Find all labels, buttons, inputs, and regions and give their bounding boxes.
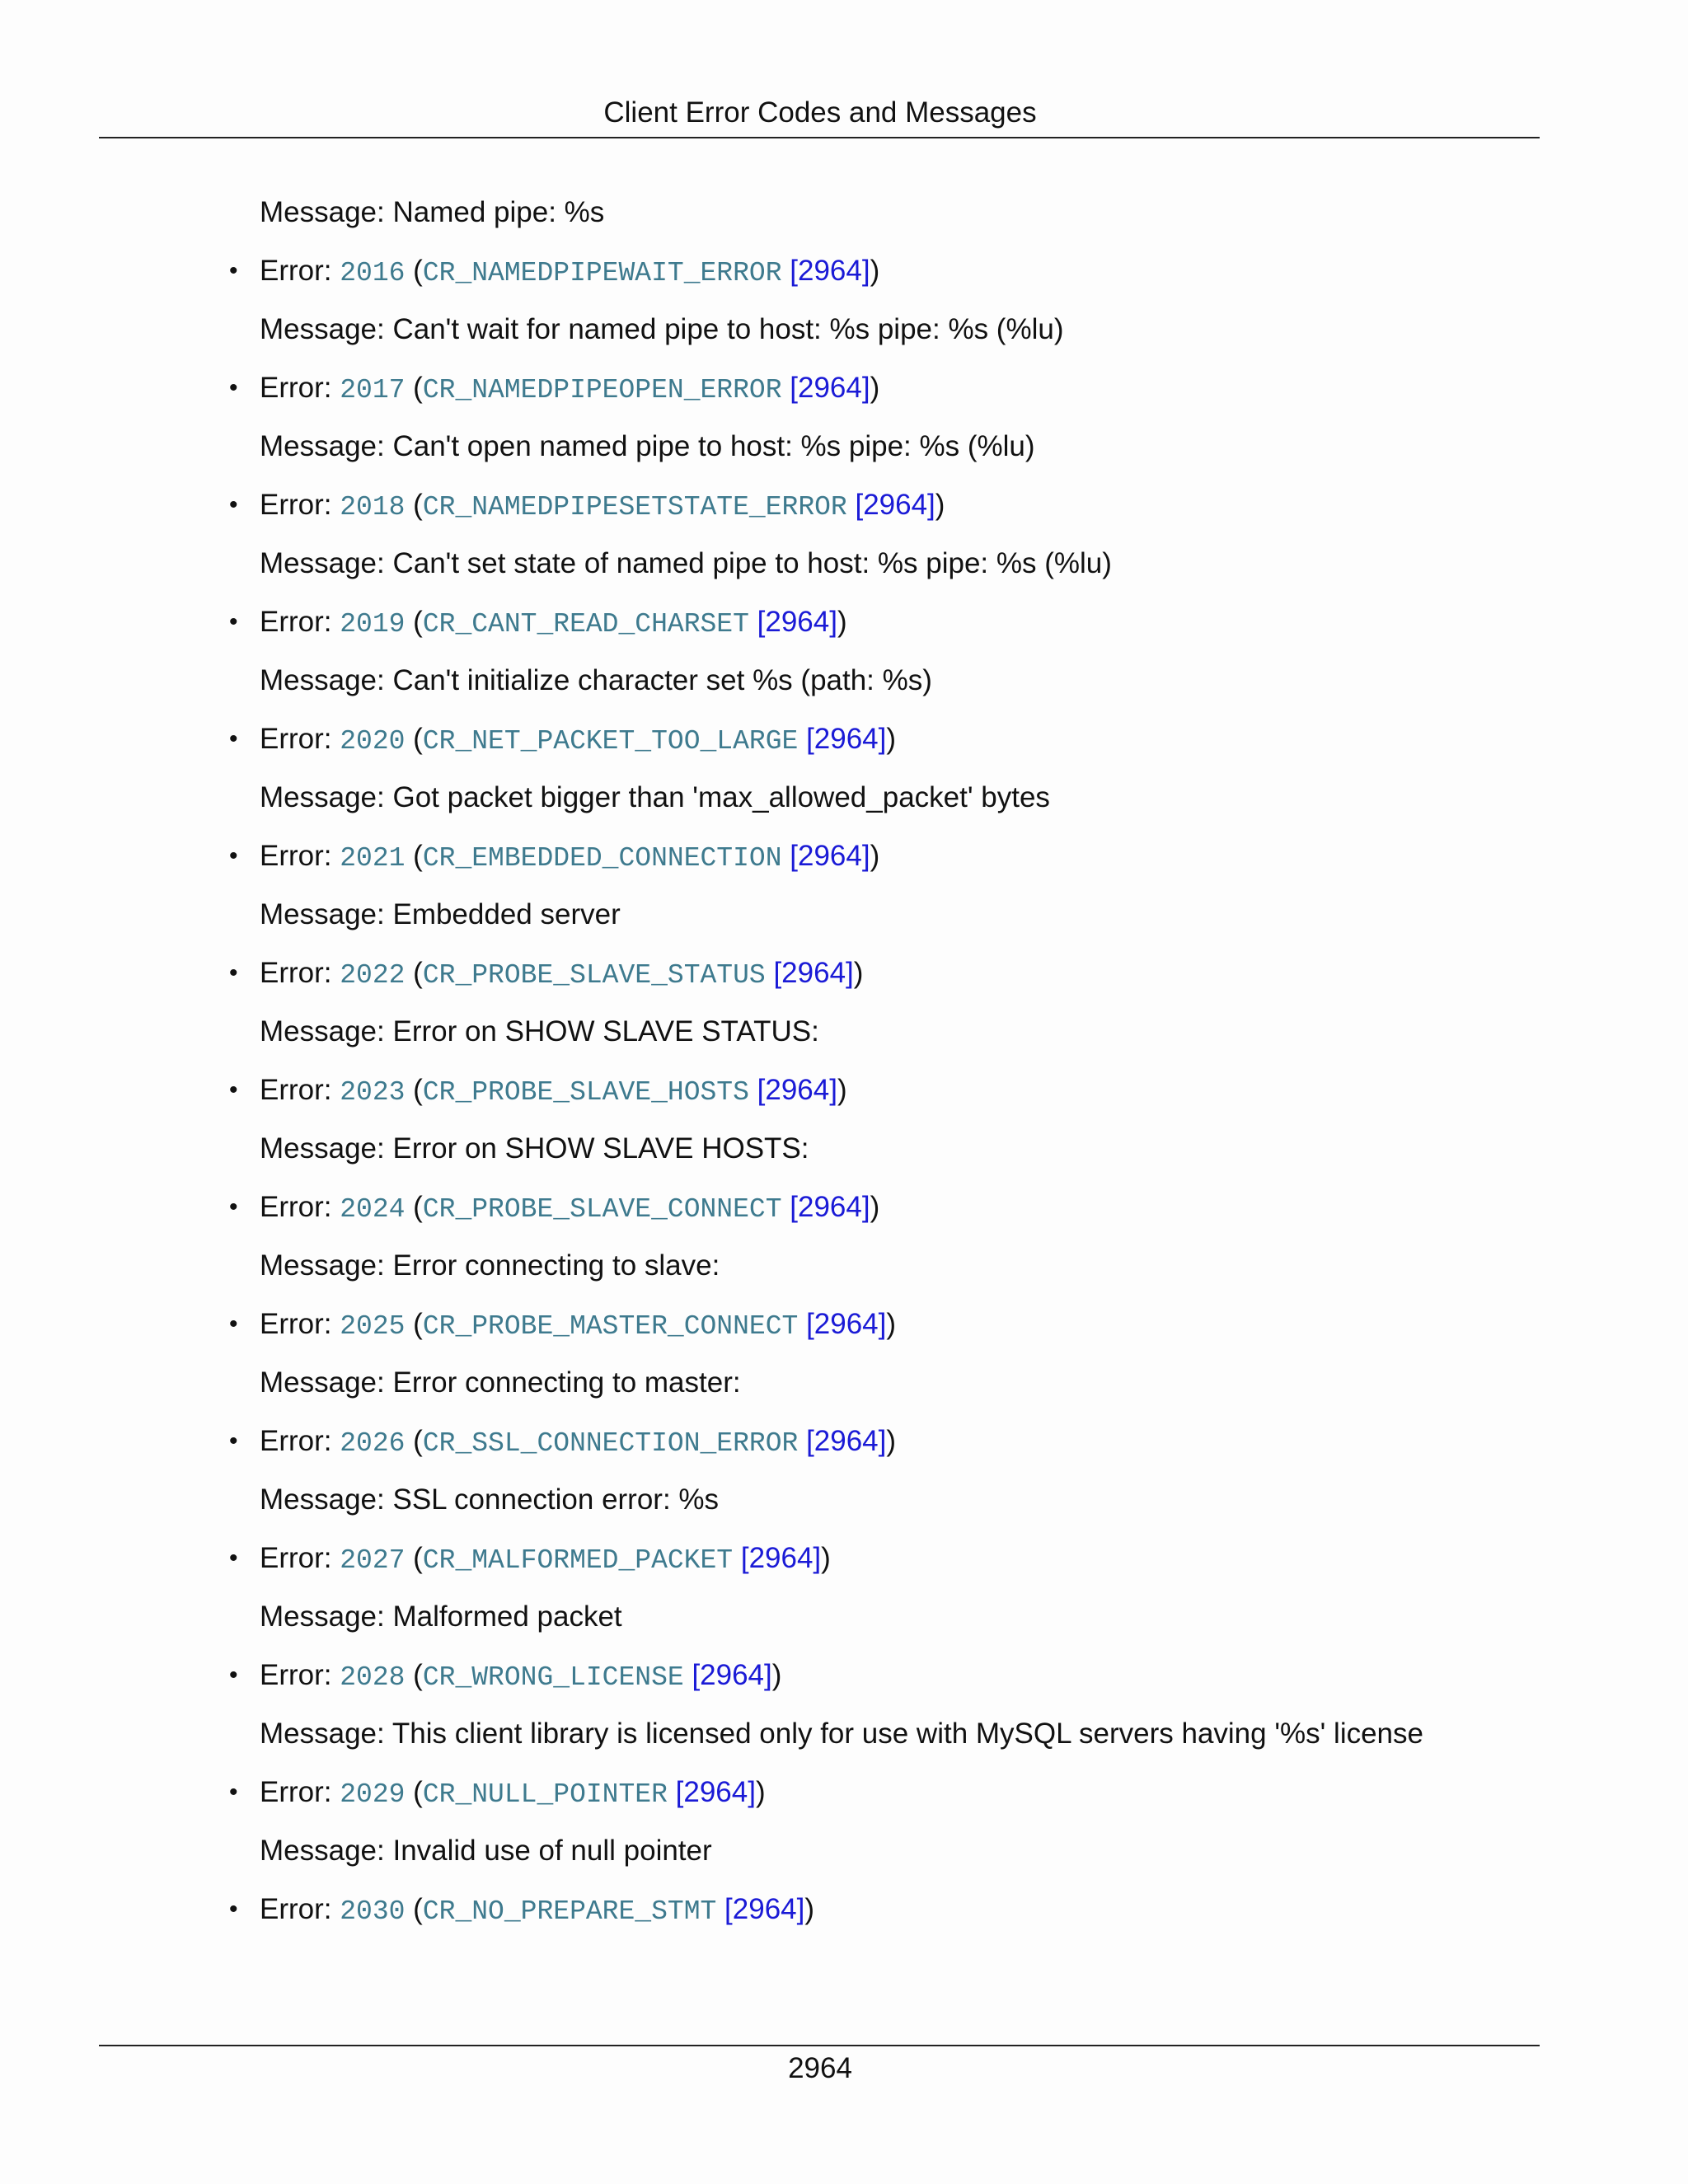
- spacer: [798, 1425, 806, 1457]
- page-ref-link[interactable]: [2964]: [790, 840, 870, 872]
- bullet-icon: •: [229, 1896, 238, 1923]
- open-paren: (: [405, 489, 423, 521]
- bullet-icon: •: [229, 959, 238, 987]
- page-ref-link[interactable]: [2964]: [740, 1542, 822, 1574]
- message-label: Message:: [260, 547, 393, 579]
- message-label: Message:: [260, 1718, 392, 1750]
- open-paren: (: [405, 1191, 423, 1223]
- error-message-line: [260, 656, 1529, 715]
- error-entry: [229, 363, 1529, 422]
- open-paren: (: [405, 606, 423, 638]
- error-message-line: [260, 539, 1529, 598]
- error-entry: [229, 1300, 1529, 1358]
- error-symbol-link[interactable]: CR_NULL_POINTER: [422, 1779, 668, 1810]
- error-message-line: [260, 1124, 1529, 1183]
- open-paren: (: [405, 1893, 423, 1925]
- error-label: Error:: [260, 606, 340, 638]
- error-symbol-link[interactable]: CR_PROBE_SLAVE_HOSTS: [422, 1077, 749, 1108]
- open-paren: (: [405, 1659, 423, 1691]
- error-message-line: [260, 1475, 1529, 1534]
- error-code-link[interactable]: 2019: [340, 609, 406, 640]
- error-symbol-link[interactable]: CR_MALFORMED_PACKET: [422, 1545, 734, 1576]
- error-message-text: Error on SHOW SLAVE STATUS:: [392, 1015, 819, 1047]
- spacer: [668, 1776, 676, 1808]
- bullet-icon: •: [229, 1779, 238, 1806]
- page-ref-link[interactable]: [2964]: [692, 1659, 772, 1691]
- error-message-text: Error connecting to slave:: [392, 1249, 720, 1282]
- message-label: Message:: [260, 1483, 393, 1516]
- error-symbol-link[interactable]: CR_NAMEDPIPEWAIT_ERROR: [422, 258, 782, 288]
- open-paren: (: [405, 1074, 423, 1106]
- error-message-line: [260, 890, 1529, 949]
- page-header-title: Client Error Codes and Messages: [603, 96, 1037, 129]
- error-code-link[interactable]: 2029: [340, 1779, 406, 1810]
- bullet-icon: •: [229, 491, 238, 518]
- page-ref-link[interactable]: [2964]: [806, 723, 887, 755]
- error-entry: [229, 1651, 1529, 1709]
- error-code-link[interactable]: 2021: [340, 843, 406, 874]
- bullet-icon: •: [229, 725, 238, 752]
- close-paren: ): [804, 1893, 815, 1925]
- spacer: [749, 1074, 757, 1106]
- error-symbol-link[interactable]: CR_SSL_CONNECTION_ERROR: [422, 1428, 799, 1459]
- error-symbol-link[interactable]: CR_EMBEDDED_CONNECTION: [422, 843, 782, 874]
- error-label: Error:: [260, 1659, 340, 1691]
- error-message-line: [260, 1241, 1529, 1300]
- error-entry: [229, 246, 1529, 305]
- page-ref-link[interactable]: [2964]: [790, 372, 870, 404]
- page-ref-link[interactable]: [2964]: [757, 606, 837, 638]
- error-code-link[interactable]: 2018: [340, 492, 406, 523]
- close-paren: ): [870, 255, 880, 287]
- message-label: Message:: [260, 1835, 393, 1867]
- close-paren: ): [755, 1776, 766, 1808]
- bullet-icon: •: [229, 1544, 238, 1572]
- error-label: Error:: [260, 1074, 340, 1106]
- message-label: Message:: [260, 1015, 393, 1047]
- message-label: Message:: [260, 898, 393, 930]
- page-ref-link[interactable]: [2964]: [790, 255, 870, 287]
- error-message-text: Error connecting to master:: [392, 1366, 741, 1399]
- error-message-text: Got packet bigger than 'max_allowed_packet' bytes: [392, 781, 1050, 813]
- error-message-text: Malformed packet: [392, 1601, 622, 1633]
- error-entry: [229, 949, 1529, 1007]
- error-message-line: [260, 773, 1529, 832]
- error-symbol-link[interactable]: CR_NAMEDPIPEOPEN_ERROR: [422, 375, 782, 405]
- message-label: Message:: [260, 430, 393, 462]
- open-paren: (: [405, 723, 423, 755]
- page-ref-link[interactable]: [2964]: [806, 1308, 887, 1340]
- page-number: 2964: [788, 2052, 852, 2084]
- error-entry: [229, 1417, 1529, 1475]
- message-label: Message:: [260, 313, 393, 345]
- error-message-line: [260, 1358, 1529, 1417]
- error-message-line: [260, 1007, 1529, 1066]
- spacer: [749, 606, 757, 638]
- page-ref-link[interactable]: [2964]: [757, 1074, 837, 1106]
- error-message-text: Can't wait for named pipe to host: %s pipe: %s (%lu): [392, 313, 1064, 345]
- spacer: [782, 372, 790, 404]
- error-label: Error:: [260, 372, 340, 404]
- spacer: [847, 489, 856, 521]
- error-code-link[interactable]: 2024: [340, 1194, 406, 1225]
- error-code-link[interactable]: 2022: [340, 960, 406, 991]
- error-message-text: Error on SHOW SLAVE HOSTS:: [392, 1132, 809, 1165]
- page-ref-link[interactable]: [2964]: [675, 1776, 756, 1808]
- close-paren: ): [870, 840, 880, 872]
- error-symbol-link[interactable]: CR_NO_PREPARE_STMT: [422, 1896, 717, 1927]
- error-symbol-link[interactable]: CR_NET_PACKET_TOO_LARGE: [422, 726, 799, 757]
- error-code-link[interactable]: 2026: [340, 1428, 406, 1459]
- spacer: [733, 1542, 741, 1574]
- error-entry: [229, 715, 1529, 773]
- spacer: [782, 1191, 790, 1223]
- page-ref-link[interactable]: [2964]: [806, 1425, 887, 1457]
- error-entry: [229, 1885, 1529, 1943]
- error-message-text: Embedded server: [392, 898, 621, 930]
- open-paren: (: [405, 1776, 423, 1808]
- bullet-icon: •: [229, 374, 238, 401]
- bullet-icon: •: [229, 842, 238, 869]
- close-paren: ): [935, 489, 945, 521]
- error-code-link[interactable]: 2016: [340, 258, 406, 288]
- spacer: [716, 1893, 724, 1925]
- bullet-icon: •: [229, 1661, 238, 1689]
- error-label: Error:: [260, 1776, 340, 1808]
- bullet-icon: •: [229, 1076, 238, 1104]
- error-label: Error:: [260, 1542, 340, 1574]
- error-label: Error:: [260, 489, 340, 521]
- close-paren: ): [771, 1659, 782, 1691]
- message-label: Message:: [260, 1132, 393, 1165]
- error-code-list: [229, 188, 1529, 1943]
- bullet-icon: •: [229, 257, 238, 284]
- message-label: Message:: [260, 664, 393, 696]
- open-paren: (: [405, 1308, 423, 1340]
- error-symbol-link[interactable]: CR_WRONG_LICENSE: [422, 1662, 684, 1693]
- entries-container: [229, 246, 1529, 1943]
- spacer: [798, 723, 806, 755]
- error-message-text: Invalid use of null pointer: [392, 1835, 712, 1867]
- error-message-text: Can't set state of named pipe to host: %s pipe: %s (%lu): [392, 547, 1112, 579]
- spacer: [782, 840, 790, 872]
- lead-message-text: Named pipe: %s: [392, 196, 605, 228]
- close-paren: ): [837, 606, 847, 638]
- lead-message-line: [260, 188, 1529, 246]
- error-label: Error:: [260, 1191, 340, 1223]
- error-label: Error:: [260, 840, 340, 872]
- error-entry: [229, 598, 1529, 656]
- error-entry: [229, 1768, 1529, 1826]
- error-symbol-link[interactable]: CR_PROBE_SLAVE_CONNECT: [422, 1194, 782, 1225]
- open-paren: (: [405, 1425, 423, 1457]
- page-ref-link[interactable]: [2964]: [724, 1893, 805, 1925]
- error-entry: [229, 1534, 1529, 1592]
- close-paren: ): [853, 957, 864, 989]
- close-paren: ): [886, 1425, 897, 1457]
- error-label: Error:: [260, 1893, 340, 1925]
- page-ref-link[interactable]: [2964]: [855, 489, 935, 521]
- page-ref-link[interactable]: [2964]: [790, 1191, 870, 1223]
- error-entry: [229, 1183, 1529, 1241]
- open-paren: (: [405, 957, 423, 989]
- error-symbol-link[interactable]: CR_PROBE_MASTER_CONNECT: [422, 1311, 799, 1342]
- error-code-link[interactable]: 2028: [340, 1662, 406, 1693]
- error-message-text: SSL connection error: %s: [392, 1483, 720, 1516]
- open-paren: (: [405, 372, 423, 404]
- error-message-line: [260, 422, 1529, 480]
- error-code-link[interactable]: 2027: [340, 1545, 406, 1576]
- page-ref-link[interactable]: [2964]: [773, 957, 854, 989]
- error-code-link[interactable]: 2025: [340, 1311, 406, 1342]
- error-message-line: [260, 1592, 1529, 1651]
- close-paren: ): [837, 1074, 847, 1106]
- spacer: [782, 255, 790, 287]
- error-symbol-link[interactable]: CR_NAMEDPIPESETSTATE_ERROR: [422, 492, 847, 523]
- error-label: Error:: [260, 255, 340, 287]
- error-entry: [229, 1066, 1529, 1124]
- spacer: [798, 1308, 806, 1340]
- bullet-icon: •: [229, 1310, 238, 1338]
- error-entry: [229, 832, 1529, 890]
- error-code-link[interactable]: 2020: [340, 726, 406, 757]
- close-paren: ): [870, 1191, 880, 1223]
- bullet-icon: •: [229, 1427, 238, 1455]
- close-paren: ): [821, 1542, 831, 1574]
- header-rule: [99, 137, 1540, 138]
- bullet-icon: •: [229, 608, 238, 635]
- bullet-icon: •: [229, 1193, 238, 1221]
- spacer: [766, 957, 774, 989]
- error-message-text: This client library is licensed only for use with MySQL servers having '%s' license: [392, 1718, 1423, 1750]
- error-message-line: [260, 1826, 1529, 1885]
- close-paren: ): [886, 1308, 897, 1340]
- open-paren: (: [405, 255, 423, 287]
- error-code-link[interactable]: 2030: [340, 1896, 406, 1927]
- open-paren: (: [405, 840, 423, 872]
- error-symbol-link[interactable]: CR_PROBE_SLAVE_STATUS: [422, 960, 766, 991]
- error-symbol-link[interactable]: CR_CANT_READ_CHARSET: [422, 609, 749, 640]
- message-label: Message:: [260, 1249, 393, 1282]
- error-message-line: [260, 1709, 1529, 1768]
- open-paren: (: [405, 1542, 423, 1574]
- error-code-link[interactable]: 2023: [340, 1077, 406, 1108]
- error-message-text: Can't initialize character set %s (path: %s): [392, 664, 932, 696]
- error-code-link[interactable]: 2017: [340, 375, 406, 405]
- error-label: Error:: [260, 1425, 340, 1457]
- spacer: [684, 1659, 692, 1691]
- footer-rule: [99, 2045, 1540, 2046]
- message-label: Message:: [260, 1601, 393, 1633]
- error-label: Error:: [260, 957, 340, 989]
- message-label: Message:: [260, 781, 393, 813]
- close-paren: ): [870, 372, 880, 404]
- error-label: Error:: [260, 1308, 340, 1340]
- error-message-text: Can't open named pipe to host: %s pipe: %s (%lu): [392, 430, 1035, 462]
- message-label: Message:: [260, 196, 393, 228]
- message-label: Message:: [260, 1366, 393, 1399]
- error-entry: [229, 480, 1529, 539]
- error-label: Error:: [260, 723, 340, 755]
- error-message-line: [260, 305, 1529, 363]
- close-paren: ): [886, 723, 897, 755]
